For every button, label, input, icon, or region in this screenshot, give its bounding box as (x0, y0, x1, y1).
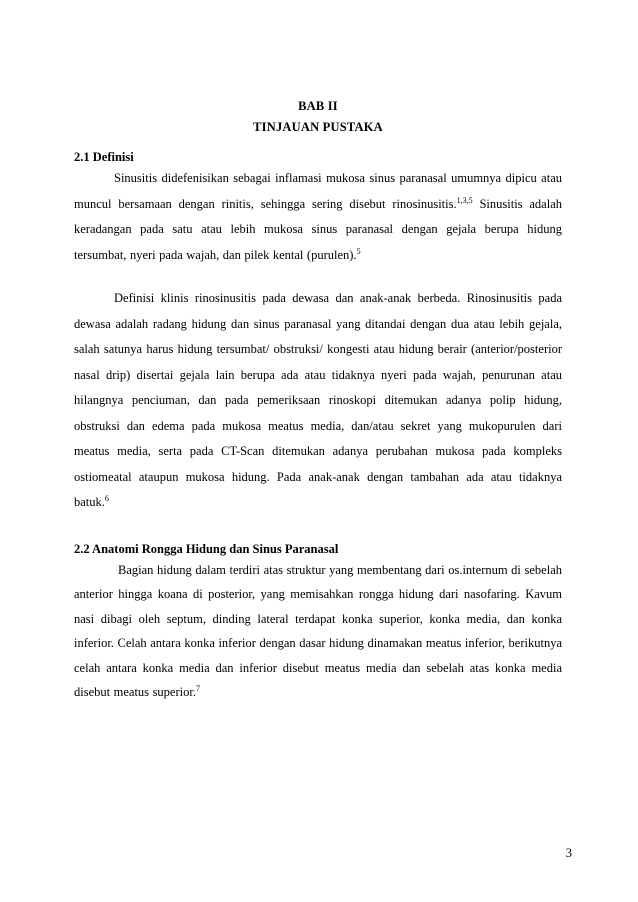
citation-marker: 5 (356, 246, 361, 256)
paragraph-text: Bagian hidung dalam terdiri atas struktur yang membentang dari os.internum di sebelah anterior hingga koana di posterior, yang memisahkan rongga hidung dari nasofaring. Kavum nasi dibagi oleh septum, dinding lateral terdapat konka superior, konka media, dan konka inferior. Celah antara konka inferior dengan dasar hidung dinamakan meatus inferior, berikutnya celah antara konka media dan inferior disebut meatus media dan sebelah atas konka media disebut meatus superior. (74, 562, 562, 699)
citation-marker: 7 (195, 683, 200, 693)
page-number: 3 (565, 846, 572, 860)
section-heading-2-2: 2.2 Anatomi Rongga Hidung dan Sinus Paranasal (74, 541, 339, 556)
paragraph-definisi-2 (74, 286, 562, 516)
paragraph-text: Sinusitis didefenisikan sebagai inflamasi mukosa sinus paranasal umumnya dipicu atau muncul bersamaan dengan rinitis, sehingga sering disebut rinosinusitis. (74, 171, 562, 211)
citation-marker: 6 (104, 493, 109, 503)
chapter-label: BAB II (298, 99, 338, 113)
paragraph-definisi-1 (74, 166, 562, 268)
chapter-title: TINJAUAN PUSTAKA (253, 120, 383, 134)
paragraph-text: Definisi klinis rinosinusitis pada dewasa dan anak-anak berbeda. Rinosinusitis pada dewasa adalah radang hidung dan sinus paranasal yang ditandai dengan dua atau lebih gejala, salah satunya harus hidung tersumbat/ obstruksi/ kongesti atau hidung berair (anterior/posterior nasal drip) disertai gejala lain berupa ada atau tidaknya nyeri pada wajah, penurunan atau hilangnya penciuman, dan pada pemeriksaan rinoskopi ditemukan adanya polip hidung, obstruksi dan edema pada mukosa meatus media, dan/atau sekret yang mukopurulen dari meatus media, serta pada CT-Scan ditemukan adanya perubahan mukosa pada kompleks ostiomeatal ataupun mukosa hidung. Pada anak-anak dengan tambahan ada atau tidaknya batuk. (74, 291, 562, 509)
paragraph-anatomi-1 (74, 558, 562, 705)
citation-marker: 1,3,5 (456, 195, 473, 205)
document-body (74, 96, 562, 705)
paragraph-text: Sinusitis adalah keradangan pada satu atau lebih mukosa sinus paranasal dengan gejala berupa hidung tersumbat, nyeri pada wajah, dan pilek kental (purulen). (74, 196, 562, 262)
document-title (74, 96, 562, 138)
section-heading-2-1: 2.1 Definisi (74, 150, 134, 164)
